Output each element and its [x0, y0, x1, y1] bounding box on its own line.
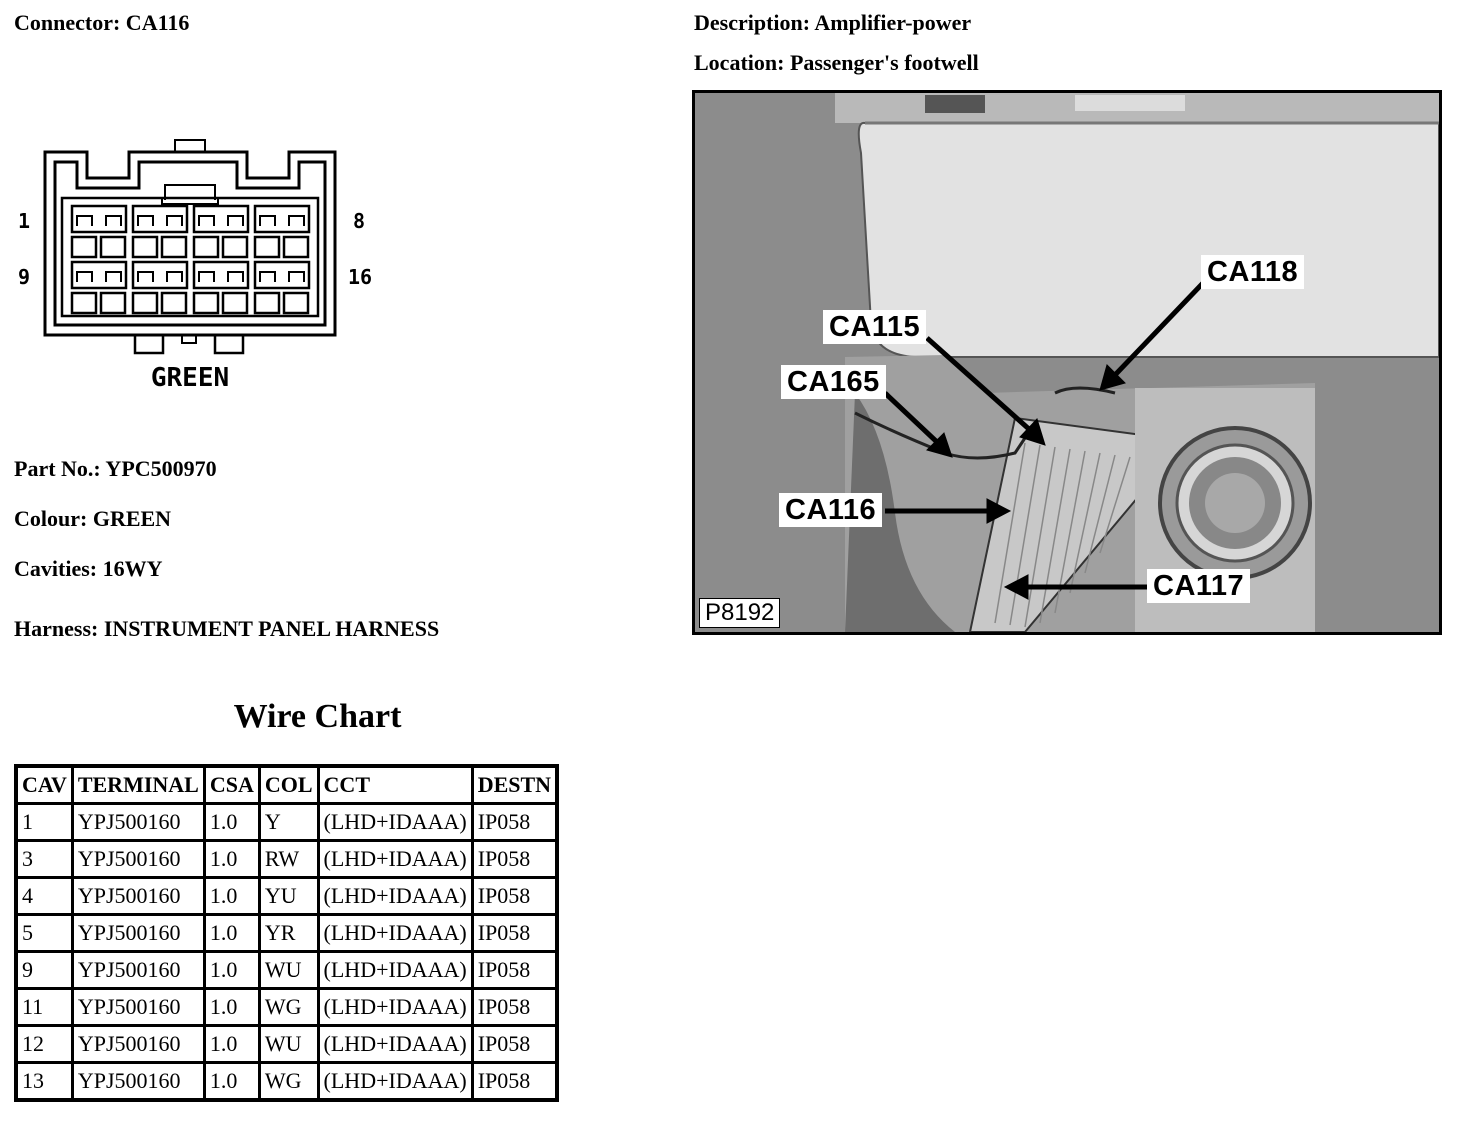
cavity-latch: [260, 216, 304, 226]
cell-cav: 4: [16, 878, 72, 915]
cell-col: WU: [259, 952, 318, 989]
connector-face-diagram: [10, 130, 390, 400]
cavity-seal: [162, 293, 186, 313]
cavity-seal: [101, 237, 125, 257]
cavity-seal: [101, 293, 125, 313]
cell-cct: (LHD+IDAAA): [318, 804, 472, 841]
cell-col: WG: [259, 989, 318, 1026]
cavity-latch: [260, 272, 304, 282]
cell-destn: IP058: [472, 915, 557, 952]
cell-csa: 1.0: [204, 1063, 259, 1101]
cell-cct: (LHD+IDAAA): [318, 915, 472, 952]
cavity-latch: [77, 272, 121, 282]
cell-terminal: YPJ500160: [72, 878, 204, 915]
cavity-latch: [199, 216, 243, 226]
photo-id-label: P8192: [699, 598, 780, 628]
cell-cct: (LHD+IDAAA): [318, 989, 472, 1026]
col-header-destn: DESTN: [472, 766, 557, 804]
cell-csa: 1.0: [204, 915, 259, 952]
cavity-seal: [194, 237, 218, 257]
pin-label-9: 9: [18, 265, 31, 289]
cell-terminal: YPJ500160: [72, 841, 204, 878]
cell-destn: IP058: [472, 1026, 557, 1063]
cell-cav: 13: [16, 1063, 72, 1101]
cell-destn: IP058: [472, 878, 557, 915]
wire-chart-table: [14, 764, 559, 1102]
cell-col: Y: [259, 804, 318, 841]
cell-terminal: YPJ500160: [72, 952, 204, 989]
connector-colour-label: GREEN: [150, 363, 230, 393]
cell-csa: 1.0: [204, 1026, 259, 1063]
wire-chart-title: Wire Chart: [233, 698, 402, 735]
cell-col: YU: [259, 878, 318, 915]
wire-chart-header-row: [16, 766, 557, 804]
pin-label-16: 16: [348, 265, 373, 289]
cell-cav: 9: [16, 952, 72, 989]
cavity-seal: [255, 237, 279, 257]
col-header-cav: CAV: [16, 766, 72, 804]
cell-destn: IP058: [472, 989, 557, 1026]
col-header-cct: CCT: [318, 766, 472, 804]
cell-col: WU: [259, 1026, 318, 1063]
cell-cct: (LHD+IDAAA): [318, 1026, 472, 1063]
cavity-seal: [72, 237, 96, 257]
callout-ca165: CA165: [781, 365, 886, 399]
cell-cct: (LHD+IDAAA): [318, 952, 472, 989]
cavity-terminal: [194, 206, 248, 232]
cavity-latch: [77, 216, 121, 226]
cell-csa: 1.0: [204, 804, 259, 841]
wire-chart-row: [16, 841, 557, 878]
cavity-terminal: [72, 262, 126, 288]
cell-cct: (LHD+IDAAA): [318, 878, 472, 915]
cavity-seal: [133, 237, 157, 257]
cavity-terminal: [133, 262, 187, 288]
col-header-terminal: TERMINAL: [72, 766, 204, 804]
cell-col: WG: [259, 1063, 318, 1101]
cell-cav: 5: [16, 915, 72, 952]
location-photo: [692, 90, 1442, 635]
cavity-seal: [284, 293, 308, 313]
cell-cav: 12: [16, 1026, 72, 1063]
pin-label-1: 1: [18, 209, 31, 233]
cavity-terminal: [255, 262, 309, 288]
callout-ca118: CA118: [1201, 255, 1304, 289]
cell-col: YR: [259, 915, 318, 952]
cell-csa: 1.0: [204, 989, 259, 1026]
part-number-label: Part No.: YPC500970: [14, 456, 217, 481]
wire-chart-row: [16, 915, 557, 952]
wire-chart-row: [16, 952, 557, 989]
cavity-terminal: [194, 262, 248, 288]
location-label: Location: Passenger's footwell: [694, 50, 979, 75]
col-header-csa: CSA: [204, 766, 259, 804]
cavity-latch: [199, 272, 243, 282]
harness-label: Harness: INSTRUMENT PANEL HARNESS: [14, 616, 440, 641]
pin-label-8: 8: [353, 209, 366, 233]
cell-destn: IP058: [472, 841, 557, 878]
callout-ca117: CA117: [1147, 569, 1250, 603]
cell-csa: 1.0: [204, 841, 259, 878]
cell-cav: 3: [16, 841, 72, 878]
cell-cct: (LHD+IDAAA): [318, 841, 472, 878]
cavities-label: Cavities: 16WY: [14, 556, 163, 581]
cavity-seal: [133, 293, 157, 313]
connector-label: Connector: CA116: [14, 10, 190, 35]
wire-chart-row: [16, 878, 557, 915]
cavity-terminal: [72, 206, 126, 232]
col-header-col: COL: [259, 766, 318, 804]
cavity-latch: [138, 216, 182, 226]
callout-ca115: CA115: [823, 310, 926, 344]
wire-chart-row: [16, 804, 557, 841]
cell-terminal: YPJ500160: [72, 804, 204, 841]
cavity-seal: [223, 237, 247, 257]
wire-chart-row: [16, 989, 557, 1026]
cell-terminal: YPJ500160: [72, 1063, 204, 1101]
wire-chart-row: [16, 1026, 557, 1063]
wire-chart-row: [16, 1063, 557, 1101]
cell-csa: 1.0: [204, 952, 259, 989]
cavity-terminal: [133, 206, 187, 232]
cell-terminal: YPJ500160: [72, 915, 204, 952]
cavity-seal: [255, 293, 279, 313]
callout-ca116: CA116: [779, 493, 882, 527]
cavity-terminal: [255, 206, 309, 232]
cell-destn: IP058: [472, 1063, 557, 1101]
colour-label: Colour: GREEN: [14, 506, 172, 531]
description-label: Description: Amplifier-power: [694, 10, 972, 35]
cell-destn: IP058: [472, 804, 557, 841]
cell-terminal: YPJ500160: [72, 1026, 204, 1063]
cavity-seal: [162, 237, 186, 257]
cavity-seal: [223, 293, 247, 313]
cavity-latch: [138, 272, 182, 282]
cavity-seal: [284, 237, 308, 257]
cell-terminal: YPJ500160: [72, 989, 204, 1026]
cell-cct: (LHD+IDAAA): [318, 1063, 472, 1101]
cell-destn: IP058: [472, 952, 557, 989]
cell-cav: 1: [16, 804, 72, 841]
cell-col: RW: [259, 841, 318, 878]
cavity-seal: [72, 293, 96, 313]
cell-cav: 11: [16, 989, 72, 1026]
cell-csa: 1.0: [204, 878, 259, 915]
cavity-seal: [194, 293, 218, 313]
